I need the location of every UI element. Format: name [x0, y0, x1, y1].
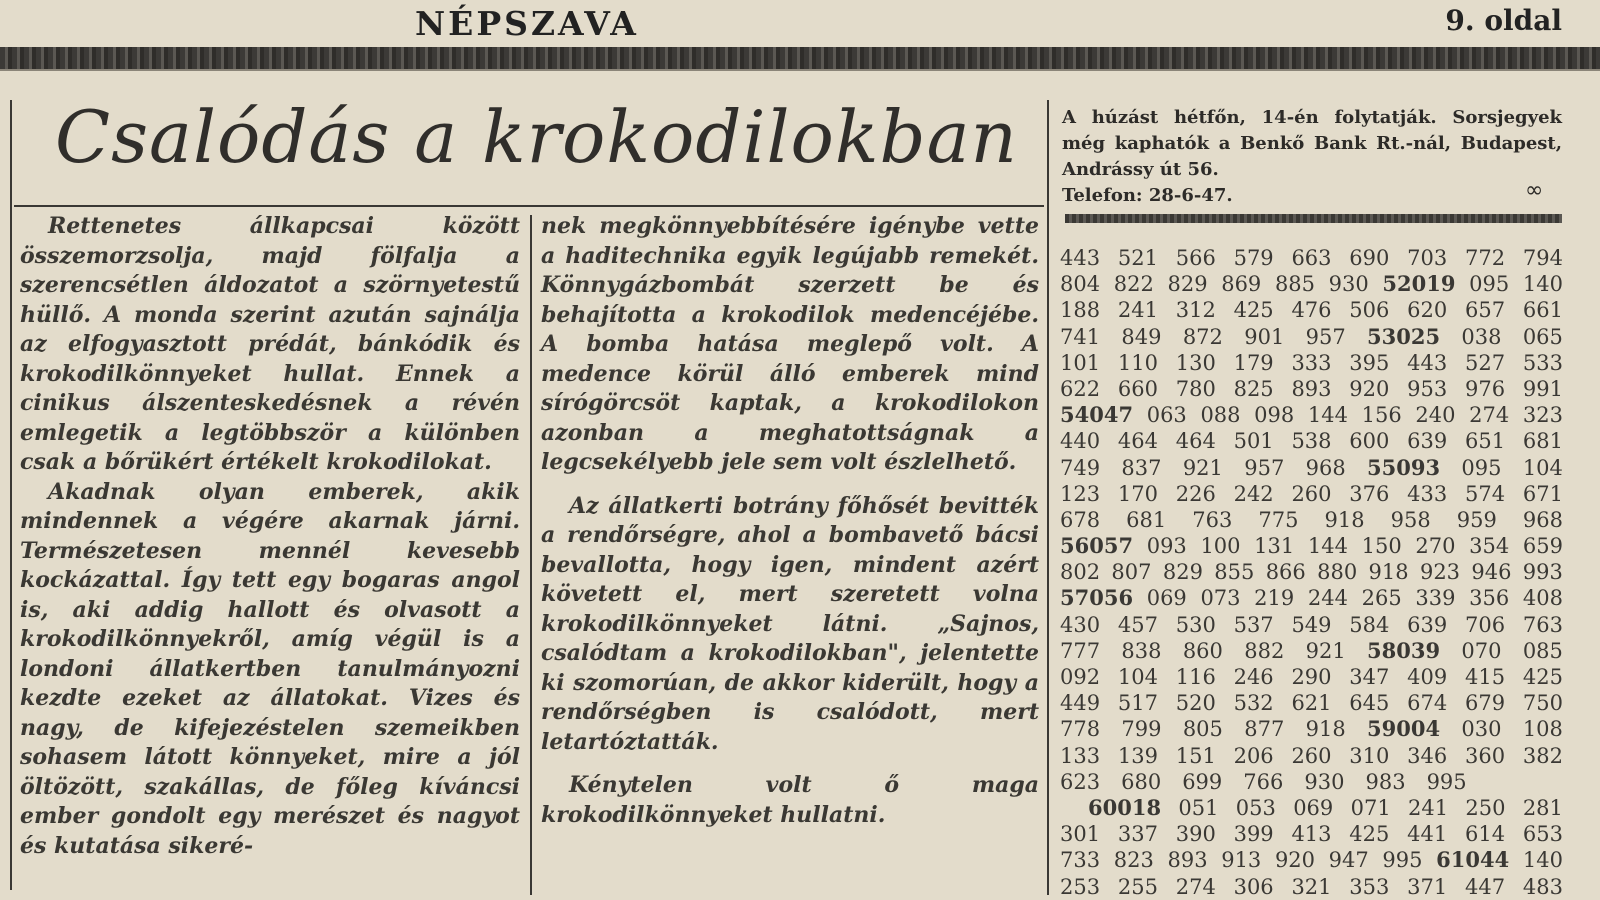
lottery-number: 763: [1522, 612, 1563, 637]
lottery-number: 030: [1461, 717, 1502, 742]
lottery-rule: [1065, 214, 1562, 223]
lottery-number: 100: [1200, 534, 1241, 559]
lottery-number: 104: [1117, 665, 1158, 689]
lottery-number: 104: [1522, 455, 1563, 480]
lottery-number: 038: [1461, 324, 1502, 349]
lottery-number: 123: [1060, 481, 1101, 506]
lottery-number: 822: [1113, 272, 1154, 297]
lottery-number: 54047: [1060, 402, 1134, 428]
lottery-number: 706: [1465, 612, 1506, 637]
number-row: [1060, 874, 1563, 900]
lottery-number: 073: [1200, 586, 1241, 611]
lottery-number: 255: [1117, 874, 1158, 899]
lottery-number: 60018: [1088, 794, 1162, 820]
lottery-number: 579: [1233, 246, 1274, 270]
lottery-number: 623: [1060, 769, 1101, 794]
lottery-number: 253: [1060, 874, 1101, 899]
lottery-number: 241: [1408, 795, 1449, 820]
column-divider-1: [530, 215, 532, 895]
lottery-number: 56057: [1060, 533, 1134, 559]
lottery-number: 110: [1117, 350, 1158, 375]
lottery-number: 958: [1390, 507, 1431, 532]
number-row: [1060, 743, 1563, 769]
lottery-number: 639: [1407, 612, 1448, 637]
lottery-number: 921: [1182, 455, 1223, 480]
lottery-number: 59004: [1367, 716, 1441, 742]
left-margin-rule: [10, 100, 12, 890]
lottery-number: 517: [1117, 691, 1158, 716]
lottery-number: 741: [1060, 324, 1101, 349]
lottery-number: 274: [1175, 874, 1216, 899]
lottery-number: 968: [1522, 507, 1563, 532]
lottery-number: 098: [1254, 403, 1295, 428]
lottery-number: 356: [1469, 586, 1510, 611]
lottery-number: 092: [1060, 665, 1101, 689]
lottery-number: 441: [1407, 822, 1448, 847]
lottery-number: 376: [1349, 481, 1390, 506]
lottery-number: 281: [1522, 795, 1563, 820]
lottery-number: 065: [1522, 324, 1563, 349]
lottery-number: 61044: [1436, 847, 1510, 873]
lottery-number: 443: [1407, 350, 1448, 375]
lottery-number: 885: [1274, 272, 1316, 297]
lottery-number: 430: [1060, 612, 1101, 637]
lottery-number: 506: [1349, 298, 1390, 323]
lottery-number: 116: [1175, 665, 1216, 689]
newspaper-title: NÉPSZAVA: [415, 4, 639, 43]
lottery-number: 093: [1146, 534, 1187, 559]
number-row: [1060, 481, 1563, 507]
lottery-number: 085: [1522, 638, 1563, 663]
number-row: [1060, 559, 1563, 585]
lottery-number: 775: [1258, 507, 1299, 532]
lottery-number: 566: [1175, 246, 1216, 270]
header-rule-thin: [0, 69, 1600, 71]
number-row: [1060, 402, 1563, 428]
lottery-number: 600: [1349, 429, 1390, 454]
lottery-number: 777: [1060, 638, 1101, 663]
number-row: [1060, 507, 1563, 533]
lottery-number: 772: [1465, 246, 1506, 270]
lottery-number: 483: [1522, 874, 1563, 899]
lottery-number: 179: [1233, 350, 1274, 375]
lottery-number: 476: [1291, 298, 1332, 323]
lottery-number: 923: [1419, 560, 1461, 585]
number-row: [1060, 297, 1563, 323]
lottery-number: 139: [1117, 743, 1158, 768]
lottery-number: 913: [1221, 848, 1262, 873]
lottery-number: 347: [1349, 665, 1390, 689]
lottery-number: 678: [1060, 507, 1101, 532]
lottery-number: 449: [1060, 691, 1101, 716]
headline-underline: [14, 205, 1044, 207]
lottery-number: 241: [1117, 298, 1158, 323]
paragraph: Rettenetes állkapcsai között összemorzsolja, majd fölfalja a szerencsétlen áldozatot a szörnyetestű hüllő. A monda szerint azután sajnálja az elfogyasztott prédát, bánkódik és krokodilkönnyeket hullat. Ennek a cinikus álszenteskedésnek a révén emlegetik a legtöbbször a különben csak a bőrükért értékelt krokodilokat.: [20, 213, 520, 475]
lottery-number: 413: [1291, 822, 1332, 847]
number-row: [1060, 638, 1563, 664]
lottery-number: 823: [1113, 848, 1154, 873]
lottery-number: 425: [1233, 298, 1274, 323]
lottery-number: 532: [1233, 691, 1274, 716]
number-row: [1060, 769, 1563, 795]
lottery-number: 959: [1456, 507, 1497, 532]
number-row: [1060, 821, 1563, 847]
lottery-number: 260: [1291, 481, 1332, 506]
lottery-number: 901: [1244, 324, 1285, 349]
lottery-number: 088: [1200, 403, 1241, 428]
paragraph: Kénytelen volt ő maga krokodilkönnyeket hullatni.: [541, 772, 1039, 828]
lottery-number: 55093: [1367, 454, 1441, 480]
lottery-number: 780: [1175, 376, 1216, 401]
lottery-number: 920: [1349, 376, 1390, 401]
lottery-number: 310: [1349, 743, 1390, 768]
lottery-number: 657: [1465, 298, 1506, 323]
lottery-number: 226: [1175, 481, 1216, 506]
lottery-number: 306: [1233, 874, 1274, 899]
lottery-number: 140: [1522, 272, 1563, 297]
lottery-number: 825: [1233, 376, 1274, 401]
lottery-number: 156: [1361, 403, 1402, 428]
lottery-number: 663: [1291, 246, 1332, 270]
lottery-number: 995: [1426, 769, 1467, 794]
lottery-number: 265: [1361, 586, 1402, 611]
lottery-intro-text: A húzást hétfőn, 14-én folytatják. Sorsjegyek még kaphatók a Benkő Bank Rt.-nál, Budapest, Andrássy út 56.: [1062, 107, 1562, 180]
lottery-number: 244: [1307, 586, 1348, 611]
lottery-number: 333: [1291, 350, 1332, 375]
lottery-number: 620: [1407, 298, 1448, 323]
lottery-number: 681: [1126, 507, 1167, 532]
number-row: [1060, 716, 1563, 742]
lottery-number: 882: [1244, 638, 1285, 663]
lottery-number: 144: [1307, 403, 1348, 428]
lottery-number: 660: [1117, 376, 1158, 401]
lottery-number: 425: [1349, 822, 1390, 847]
lottery-number: 409: [1407, 665, 1448, 689]
lottery-number: 425: [1522, 665, 1563, 689]
lottery-number: 659: [1522, 534, 1563, 559]
number-row: [1060, 585, 1563, 611]
lottery-number: 070: [1461, 638, 1502, 663]
number-row: [1060, 428, 1563, 454]
lottery-number: 346: [1407, 743, 1448, 768]
lottery-number: 069: [1146, 586, 1187, 611]
number-row: [1060, 455, 1563, 481]
number-row: [1060, 533, 1563, 559]
lottery-number: 860: [1182, 638, 1223, 663]
lottery-number: 918: [1305, 717, 1346, 742]
lottery-number: 108: [1522, 717, 1563, 742]
ornament-icon: ∞: [1525, 178, 1544, 203]
lottery-intro: [1062, 105, 1562, 209]
lottery-number: 530: [1175, 612, 1216, 637]
lottery-number: 447: [1465, 874, 1506, 899]
lottery-number: 766: [1243, 769, 1284, 794]
lottery-number: 301: [1060, 822, 1101, 847]
lottery-number: 382: [1522, 743, 1563, 768]
lottery-number: 639: [1407, 429, 1448, 454]
header-rule: [0, 47, 1600, 69]
lottery-number: 321: [1291, 874, 1332, 899]
number-row: [1060, 690, 1563, 716]
lottery-number: 983: [1365, 769, 1406, 794]
lottery-number: 274: [1469, 403, 1510, 428]
lottery-number: 930: [1304, 769, 1345, 794]
lottery-number: 415: [1465, 665, 1506, 689]
lottery-number: 130: [1175, 350, 1216, 375]
lottery-number: 807: [1111, 560, 1152, 585]
lottery-number: 829: [1167, 272, 1208, 297]
lottery-number: 101: [1060, 350, 1101, 375]
lottery-number: 501: [1233, 429, 1274, 454]
lottery-number: 337: [1117, 822, 1158, 847]
lottery-number: 323: [1522, 403, 1563, 428]
lottery-number: 991: [1522, 376, 1563, 401]
article-column-1: [20, 212, 520, 861]
lottery-number: 151: [1175, 743, 1216, 768]
lottery-number: 206: [1233, 743, 1274, 768]
lottery-number: 849: [1121, 324, 1162, 349]
lottery-number: 837: [1121, 455, 1162, 480]
lottery-number: 58039: [1367, 637, 1441, 663]
article-column-2: [541, 212, 1039, 830]
lottery-number: 533: [1522, 350, 1563, 375]
lottery-number: 584: [1349, 612, 1390, 637]
lottery-number: 549: [1291, 612, 1332, 637]
lottery-number: 855: [1214, 560, 1255, 585]
number-row: [1060, 324, 1563, 350]
paragraph: Akadnak olyan emberek, akik mindennek a végére akarnak járni. Természetesen mennél kevesebb kockázattal. Így tett egy bogaras angol is, aki addig hallott és olvasott a krokodilkönnyekről, amíg végül is a londoni állatkertben tanulmányozni kezdte ezeket az állatokat. Vizes és nagy, de kifejezéstelen szemeikben sohasem látott könnyeket, mire a jól öltözött, szakállas, de főleg kíváncsi ember gondolt egy merészet és nagyot és kutatása sikeré-: [20, 478, 520, 859]
lottery-phone: Telefon: 28-6-47.: [1062, 185, 1233, 206]
lottery-number: 537: [1233, 612, 1274, 637]
lottery-number: 371: [1407, 874, 1448, 899]
lottery-number: 993: [1522, 560, 1563, 585]
lottery-number: 893: [1291, 376, 1332, 401]
lottery-number: 947: [1328, 848, 1369, 873]
lottery-number: 095: [1469, 272, 1510, 297]
lottery-number: 071: [1350, 795, 1391, 820]
lottery-number: 976: [1465, 376, 1506, 401]
lottery-number: 390: [1175, 822, 1216, 847]
lottery-number: 250: [1465, 795, 1506, 820]
lottery-number: 57056: [1060, 585, 1134, 611]
lottery-number: 354: [1469, 534, 1510, 559]
lottery-number: 520: [1175, 691, 1216, 716]
lottery-number: 805: [1182, 717, 1223, 742]
lottery-number: 069: [1293, 795, 1334, 820]
lottery-number: 930: [1328, 272, 1369, 297]
lottery-number: 538: [1291, 429, 1332, 454]
number-row: [1060, 795, 1563, 821]
number-row: [1060, 376, 1563, 402]
lottery-number: 653: [1522, 822, 1563, 847]
number-row: [1060, 847, 1563, 873]
lottery-number: 733: [1060, 848, 1101, 873]
lottery-number: 521: [1117, 246, 1158, 270]
lottery-number: 464: [1175, 429, 1216, 454]
lottery-number: 433: [1407, 481, 1448, 506]
lottery-number: 188: [1060, 298, 1101, 323]
article-headline: Csalódás a krokodilokban: [55, 95, 1018, 179]
lottery-number: 674: [1407, 691, 1448, 716]
number-row: [1060, 612, 1563, 638]
lottery-number: 957: [1244, 455, 1285, 480]
lottery-number: 680: [1121, 769, 1162, 794]
lottery-number: 063: [1146, 403, 1187, 428]
lottery-number: 946: [1471, 560, 1512, 585]
lottery-number: 799: [1121, 717, 1162, 742]
lottery-number: 921: [1305, 638, 1346, 663]
lottery-number: 053: [1235, 795, 1276, 820]
lottery-number: 52019: [1382, 271, 1456, 297]
lottery-number: 877: [1244, 717, 1285, 742]
page-number: 9. oldal: [1445, 4, 1562, 37]
lottery-number: 133: [1060, 743, 1101, 768]
lottery-number: 829: [1162, 560, 1203, 585]
lottery-number: 778: [1060, 717, 1101, 742]
lottery-number: 661: [1522, 298, 1563, 323]
column-divider-2: [1047, 100, 1049, 895]
lottery-number: 150: [1361, 534, 1402, 559]
lottery-number: 464: [1117, 429, 1158, 454]
lottery-number: 750: [1522, 691, 1563, 716]
lottery-number: 574: [1465, 481, 1506, 506]
lottery-number: 893: [1167, 848, 1208, 873]
lottery-number: 312: [1175, 298, 1216, 323]
lottery-number: 339: [1415, 586, 1456, 611]
lottery-number: 918: [1324, 507, 1365, 532]
lottery-number: 804: [1060, 272, 1101, 297]
lottery-number: 353: [1349, 874, 1390, 899]
paragraph: Az állatkerti botrány főhősét bevitték a rendőrségre, ahol a bombavető bácsi bevallotta, hogy igen, mindent azért követett el, mert szeretett volna krokodilkönnyeket látni. „Sajnos, csalódtam a krokodilokban", jelentette ki szomorúan, de akkor kiderült, hogy a rendőrségben is csalódott, mert letartóztatták.: [541, 492, 1039, 755]
lottery-number: 246: [1233, 665, 1274, 689]
lottery-number: 838: [1121, 638, 1162, 663]
number-row: [1060, 271, 1563, 297]
lottery-number: 690: [1349, 246, 1390, 270]
lottery-number: 399: [1233, 822, 1274, 847]
number-row: [1060, 664, 1563, 690]
lottery-number: 170: [1117, 481, 1158, 506]
lottery-number: 621: [1291, 691, 1332, 716]
lottery-number: 869: [1221, 272, 1262, 297]
lottery-number: 360: [1465, 743, 1506, 768]
lottery-number: 242: [1233, 481, 1274, 506]
lottery-number: 918: [1368, 560, 1409, 585]
lottery-number: 140: [1522, 848, 1563, 873]
masthead: [0, 0, 1600, 48]
lottery-number: 443: [1060, 246, 1101, 270]
paragraph: nek megkönnyebbítésére igénybe vette a haditechnika egyik legújabb remekét. Könnygázbombát szerzett be és behajította a krokodilok medencéjébe. A bomba hatása meglepő volt. A medence körül álló emberek mind sírógörcsöt kaptak, a krokodilokon azonban a meghatottságnak a legcsekélyebb jele sem volt észlelhető.: [541, 213, 1039, 475]
lottery-number: 866: [1265, 560, 1306, 585]
lottery-number: 679: [1465, 691, 1506, 716]
lottery-number: 440: [1060, 429, 1101, 454]
lottery-number: 995: [1382, 848, 1423, 873]
lottery-number: 681: [1522, 429, 1563, 454]
lottery-number: 131: [1254, 534, 1295, 559]
lottery-number: 527: [1465, 350, 1506, 375]
lottery-number: 051: [1178, 795, 1219, 820]
lottery-number: 749: [1060, 455, 1101, 480]
lottery-number: 763: [1192, 507, 1233, 532]
number-row: [1060, 245, 1563, 271]
lottery-number: 219: [1254, 586, 1295, 611]
lottery-number: 880: [1317, 560, 1358, 585]
lottery-number: 260: [1291, 743, 1332, 768]
lottery-number: 872: [1182, 324, 1223, 349]
lottery-number: 290: [1291, 665, 1332, 689]
lottery-number: 457: [1117, 612, 1158, 637]
lottery-number: 699: [1182, 769, 1223, 794]
lottery-number: 968: [1305, 455, 1346, 480]
lottery-number: 953: [1407, 376, 1448, 401]
lottery-number: 53025: [1367, 323, 1441, 349]
lottery-number: 957: [1305, 324, 1346, 349]
lottery-number: 408: [1522, 586, 1563, 611]
lottery-number: 095: [1461, 455, 1502, 480]
lottery-number: 614: [1465, 822, 1506, 847]
lottery-number: 144: [1307, 534, 1348, 559]
lottery-number: 270: [1415, 534, 1456, 559]
lottery-number: 703: [1407, 246, 1448, 270]
number-row: [1060, 350, 1563, 376]
lottery-number: 240: [1415, 403, 1456, 428]
lottery-number: 671: [1522, 481, 1563, 506]
lottery-number: 794: [1522, 246, 1563, 270]
lottery-number: 622: [1060, 376, 1101, 401]
lottery-number: 802: [1060, 560, 1101, 585]
lottery-number: 645: [1349, 691, 1390, 716]
lottery-number: 395: [1349, 350, 1390, 375]
lottery-number: 920: [1274, 848, 1316, 873]
winning-numbers-list: [1060, 245, 1563, 900]
lottery-number: 651: [1465, 429, 1506, 454]
